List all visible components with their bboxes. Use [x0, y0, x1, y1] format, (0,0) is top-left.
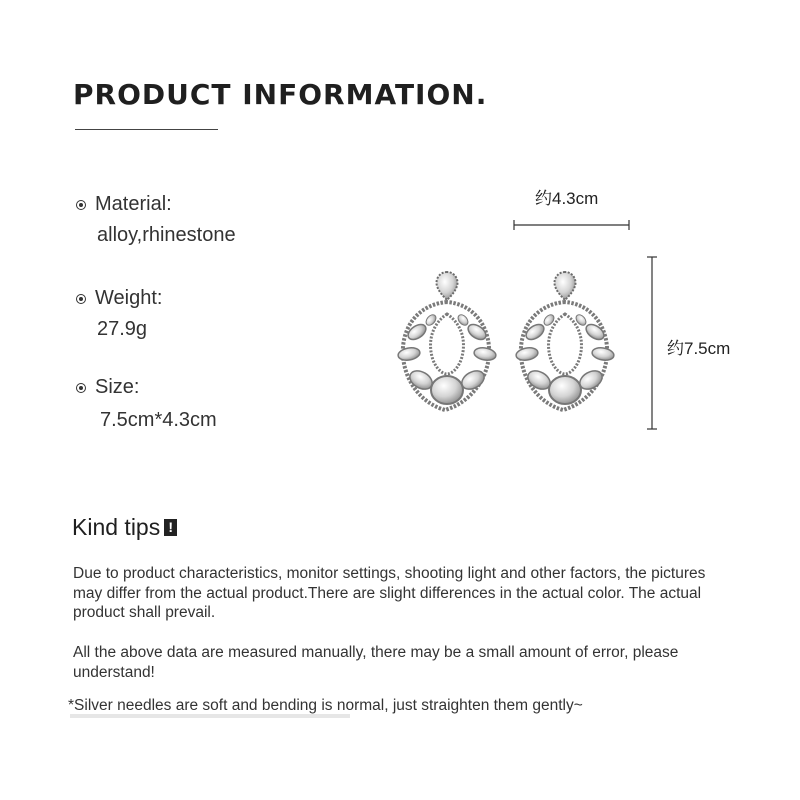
- bullet-icon: [76, 294, 86, 304]
- page-title: PRODUCT INFORMATION.: [73, 78, 488, 111]
- spec-size: [76, 376, 217, 432]
- earrings-image: [395, 262, 625, 422]
- kind-tips-heading: [72, 514, 177, 541]
- width-dimension-label: 约4.3cm: [535, 189, 599, 208]
- kind-tips-label: Kind tips: [72, 514, 161, 540]
- measurement-paragraph: All the above data are measured manually, there may be a small amount of error, please understand!: [73, 644, 679, 681]
- spec-value-weight: 27.9g: [97, 318, 148, 340]
- spec-label-material: Material:: [95, 193, 172, 215]
- spec-weight: [76, 287, 162, 341]
- bullet-icon: [76, 383, 86, 393]
- silver-needle-note: *Silver needles are soft and bending is normal, just straighten them gently~: [68, 697, 583, 714]
- width-dimension-line: [510, 218, 634, 232]
- spec-value-material: alloy,rhinestone: [97, 224, 236, 246]
- title-underline: [75, 129, 218, 130]
- bullet-icon: [76, 200, 86, 210]
- spec-label-size: Size:: [95, 376, 140, 398]
- spec-label-weight: Weight:: [95, 287, 163, 309]
- height-dimension-label: 约7.5cm: [667, 339, 731, 358]
- disclaimer-paragraph: Due to product characteristics, monitor settings, shooting light and other factors, the pictures may differ from the actual product.There are slight differences in the actual color. The actual product shall prevail.: [73, 565, 706, 621]
- height-dimension-line: [644, 254, 660, 434]
- exclamation-icon: !: [164, 519, 177, 536]
- spec-material: [76, 193, 236, 247]
- spec-value-size: 7.5cm*4.3cm: [100, 409, 217, 431]
